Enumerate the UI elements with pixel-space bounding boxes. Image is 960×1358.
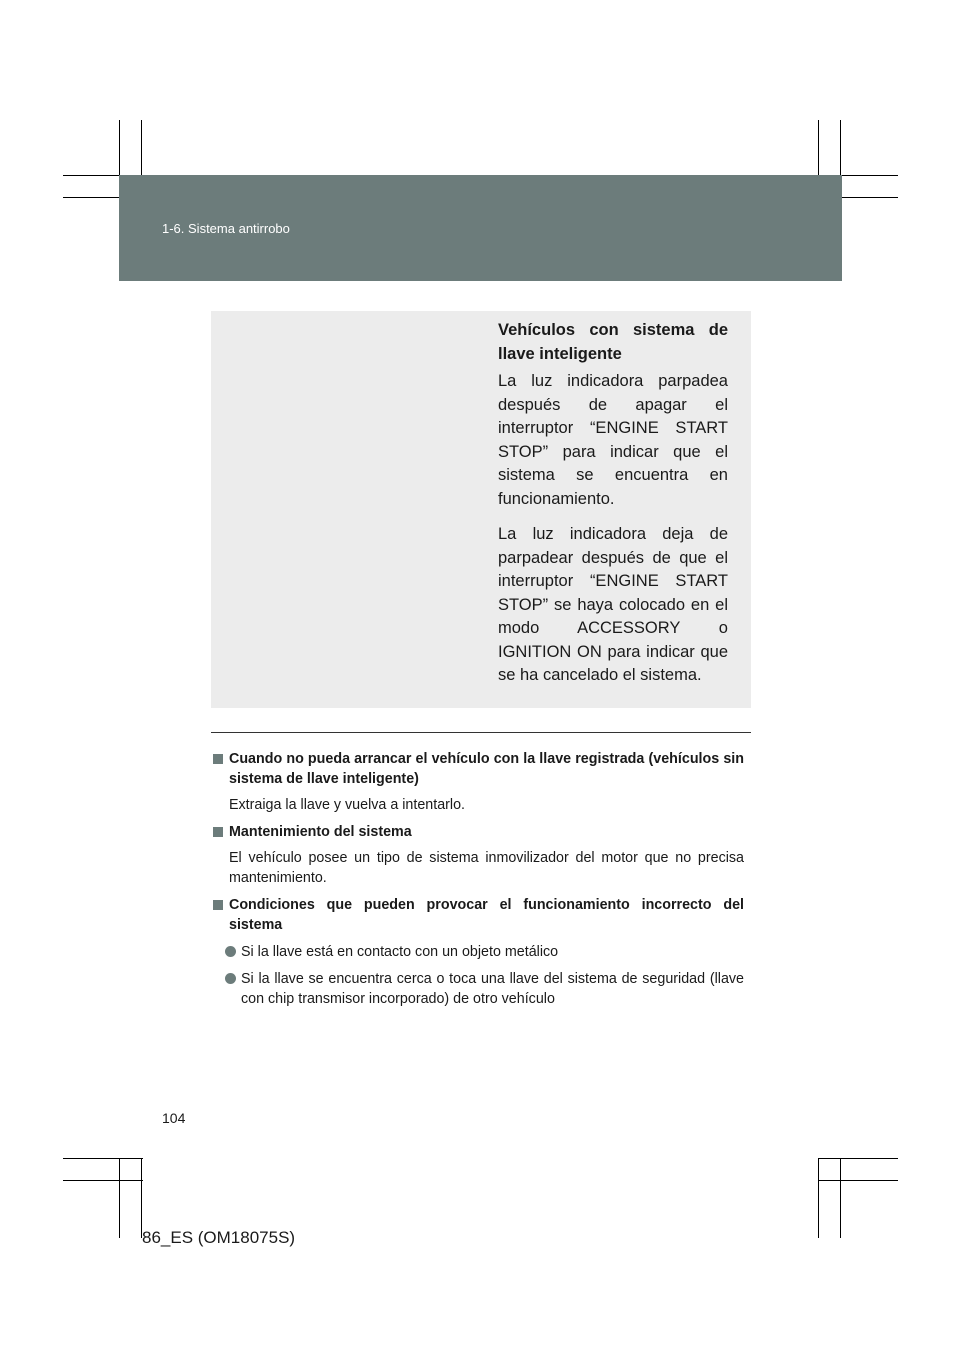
square-bullet-icon [213,900,223,910]
round-bullet-icon [225,946,236,957]
section-title: 1-6. Sistema antirrobo [162,221,290,236]
panel-heading: Vehículos con sistema de llave inteligente [498,321,728,363]
section-header-band [119,175,842,281]
crop-mark [818,1180,898,1181]
bullet-item [212,969,744,1009]
note-heading [212,822,744,842]
bullet-item [212,942,744,962]
note-title: Condiciones que pueden provocar el funcionamiento incorrecto del sistema [229,897,744,933]
note-title: Mantenimiento del sistema [229,824,412,840]
note-body: El vehículo posee un tipo de sistema inmovilizador del motor que no precisa mantenimiento. [229,850,744,886]
crop-mark [818,1158,898,1159]
crop-mark [119,1158,120,1238]
bullet-text: Si la llave está en contacto con un objeto metálico [241,944,559,960]
crop-mark [63,1158,143,1159]
panel-paragraph: La luz indicadora deja de parpadear después de que el interruptor “ENGINE START STOP” se haya colocado en el modo ACCESSORY o IGNITION ON para indicar que se ha cancelado el sistema. [498,525,728,684]
square-bullet-icon [213,754,223,764]
document-code: 86_ES (OM18075S) [142,1228,296,1247]
bullet-text: Si la llave se encuentra cerca o toca una llave del sistema de seguridad (llave con chip transmisor incorporado) de otro vehículo [241,971,744,1007]
panel-paragraph: La luz indicadora parpadea después de apagar el interruptor “ENGINE START STOP” para indicar que el sistema se encuentra en funcionamiento. [498,372,728,508]
round-bullet-icon [225,973,236,984]
crop-mark [63,1180,143,1181]
note-title: Cuando no pueda arrancar el vehículo con la llave registrada (vehículos sin sistema de llave inteligente) [229,751,744,787]
crop-mark [840,1158,841,1238]
notes-section [212,749,744,1016]
crop-mark [818,1158,819,1238]
note-heading [212,749,744,789]
section-divider [211,732,751,733]
note-body: Extraiga la llave y vuelva a intentarlo. [229,797,466,813]
crop-mark [141,1158,142,1238]
square-bullet-icon [213,827,223,837]
panel-text [498,319,728,700]
info-panel [211,311,751,708]
page-number: 104 [162,1110,186,1126]
note-heading [212,895,744,935]
